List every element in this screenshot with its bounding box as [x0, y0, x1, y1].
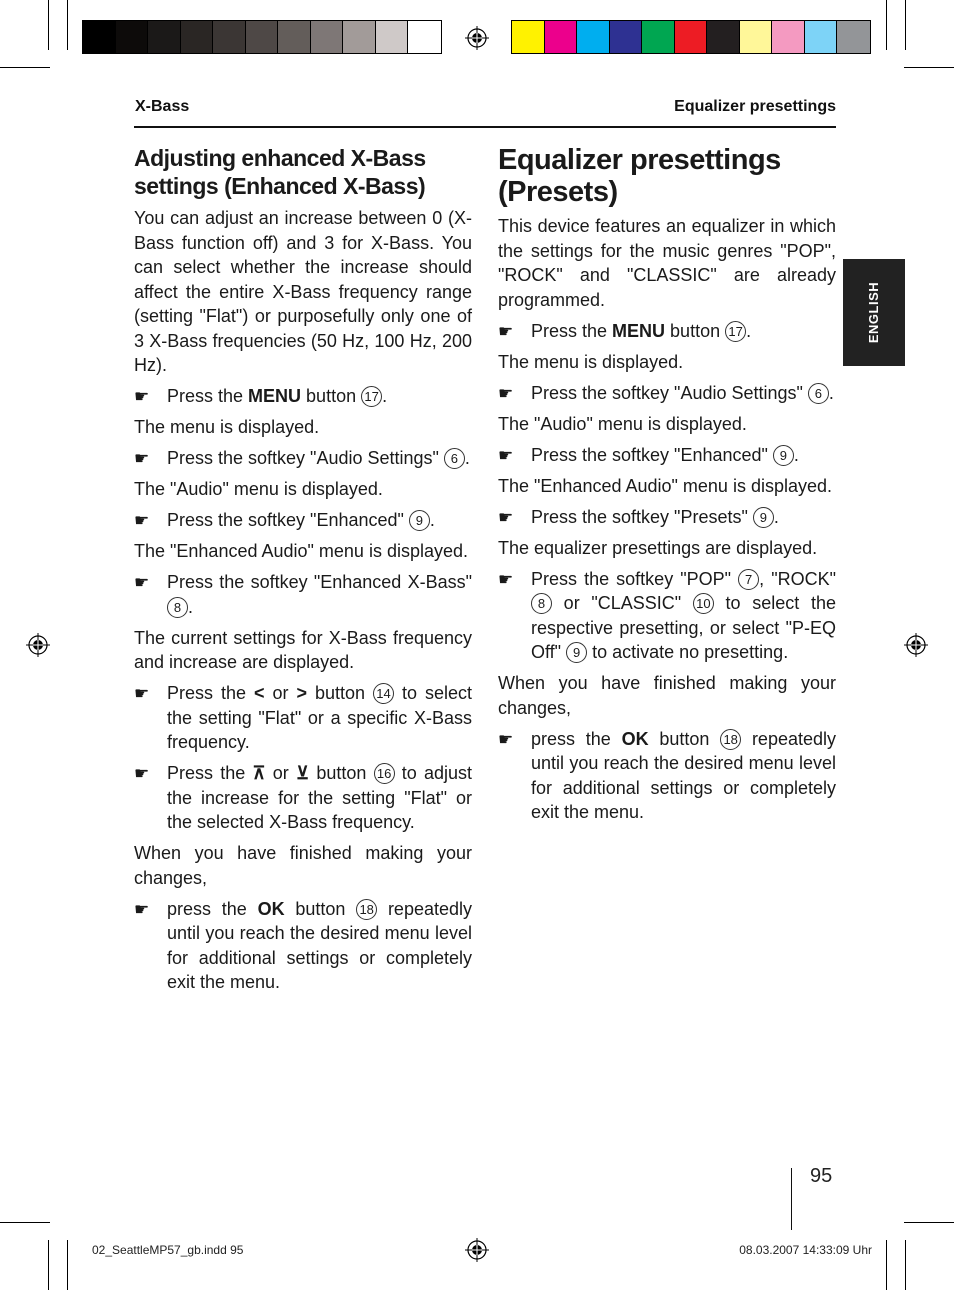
step-item: ☛ Press the ⊼ or ⊻ button 16 to adjust the increase for the setting "Flat" or the selected X-Bass frequency. [134, 763, 472, 832]
result-text: The "Enhanced Audio" menu is displayed. [498, 475, 832, 496]
registration-mark-icon [904, 633, 928, 657]
callout-number: 17 [361, 386, 382, 407]
menu-button-label: MENU [612, 320, 666, 341]
chevron-up-icon: ⊼ [252, 763, 266, 783]
result-text: The menu is displayed. [498, 351, 684, 372]
page-number: 95 [810, 1165, 833, 1187]
left-column [134, 144, 472, 1001]
result-text: The equalizer presettings are displayed. [498, 537, 818, 558]
color-swatch [740, 21, 773, 53]
pointing-hand-icon: ☛ [498, 729, 514, 749]
step-item: ☛ Press the softkey "Presets" 9 . [498, 505, 836, 530]
color-swatch [837, 21, 870, 53]
callout-number: 10 [693, 593, 714, 614]
ok-button-label: OK [257, 898, 285, 919]
chevron-left-icon: < [254, 683, 265, 703]
crop-mark [48, 1240, 49, 1290]
step-item: ☛ Press the softkey "Enhanced" 9 . [134, 508, 472, 533]
result-text: When you have finished making your changes, [134, 843, 472, 888]
section-title: Equalizer presettings (Presets) [498, 144, 781, 208]
callout-number: 9 [566, 642, 587, 663]
language-tab-label: ENGLISH [866, 281, 882, 344]
pointing-hand-icon: ☛ [134, 449, 150, 468]
page-number-rule [791, 1168, 792, 1230]
section-title: Adjusting enhanced X-Bass settings (Enhanced X-Bass) [134, 145, 426, 199]
result-text: The "Enhanced Audio" menu is displayed. [134, 541, 468, 561]
step-item: ☛ press the OK button 18 repeatedly until you reach the desired menu level for additional settings or completely exit the menu. [498, 728, 837, 822]
running-header-right: Equalizer presettings [674, 98, 836, 115]
pointing-hand-icon: ☛ [134, 899, 150, 919]
pointing-hand-icon: ☛ [498, 507, 514, 527]
color-bar [511, 20, 871, 54]
header-rule [134, 126, 836, 128]
intro-paragraph: You can adjust an increase between 0 (X-Bass function off) and 3 for X-Bass. You can select whether the increase should affect the entire X-Bass frequency range (setting "Flat") or purposefully only one of 3 X-Bass frequencies (50 Hz, 100 Hz, 200 Hz). [134, 208, 472, 375]
step-item: ☛ Press the MENU button 17 . [498, 319, 836, 344]
callout-number: 9 [773, 445, 794, 466]
pointing-hand-icon: ☛ [134, 387, 150, 406]
color-swatch [805, 21, 838, 53]
step-item: ☛ Press the < or > button 14 to select the setting "Flat" or a specific X-Bass frequency. [134, 683, 472, 752]
slug-filename: 02_SeattleMP57_gb.indd 95 [92, 1243, 244, 1257]
color-swatch [408, 21, 441, 53]
color-swatch [642, 21, 675, 53]
crop-mark [904, 67, 954, 68]
chevron-right-icon: > [296, 683, 307, 703]
color-swatch [83, 21, 116, 53]
crop-mark [67, 0, 68, 50]
ok-button-label: OK [621, 728, 649, 749]
color-swatch [610, 21, 643, 53]
callout-number: 8 [531, 593, 552, 614]
pointing-hand-icon: ☛ [498, 321, 514, 341]
step-item: ☛ Press the softkey "Enhanced" 9 . [498, 443, 836, 468]
step-item: ☛ Press the softkey "Enhanced X-Bass" 8 . [134, 572, 472, 617]
callout-number: 18 [356, 899, 377, 920]
color-swatch [246, 21, 279, 53]
color-swatch [512, 21, 545, 53]
pointing-hand-icon: ☛ [134, 573, 150, 592]
crop-mark [67, 1240, 68, 1290]
color-swatch [148, 21, 181, 53]
crop-mark [905, 0, 906, 50]
color-swatch [772, 21, 805, 53]
crop-mark [886, 1240, 887, 1290]
color-swatch [577, 21, 610, 53]
chevron-down-icon: ⊻ [295, 763, 310, 783]
color-swatch [675, 21, 708, 53]
slug-datetime: 08.03.2007 14:33:09 Uhr [739, 1243, 872, 1257]
color-swatch [116, 21, 149, 53]
step-item: ☛ press the OK button 18 repeatedly until you reach the desired menu level for additional settings or completely exit the menu. [134, 898, 473, 992]
crop-mark [905, 1240, 906, 1290]
crop-mark [0, 67, 50, 68]
crop-mark [904, 1222, 954, 1223]
step-item: ☛ Press the softkey "Audio Settings" 6 . [498, 381, 836, 406]
color-swatch [278, 21, 311, 53]
callout-number: 9 [753, 507, 774, 528]
color-swatch [707, 21, 740, 53]
step-item: ☛ Press the softkey "Audio Settings" 6 . [134, 446, 472, 471]
registration-mark-icon [26, 633, 50, 657]
registration-mark-icon [465, 26, 489, 50]
color-swatch [311, 21, 344, 53]
step-item: ☛ Press the softkey "POP" 7 , "ROCK" 8 or "CLASSIC" 10 to select the respective presetting, or select "P-EQ Off" 9 to activate no presetting. [498, 568, 836, 662]
crop-mark [0, 1222, 50, 1223]
result-text: The "Audio" menu is displayed. [498, 413, 747, 434]
callout-number: 7 [738, 569, 759, 590]
crop-mark [48, 0, 49, 50]
crop-mark [886, 0, 887, 50]
intro-paragraph: This device features an equalizer in which the settings for the music genres "POP", "ROCK" and "CLASSIC" are already programmed. [498, 216, 836, 310]
color-swatch [343, 21, 376, 53]
callout-number: 9 [409, 510, 430, 531]
pointing-hand-icon: ☛ [498, 569, 514, 589]
right-column [498, 144, 836, 831]
color-swatch [545, 21, 578, 53]
color-swatch [213, 21, 246, 53]
result-text: The "Audio" menu is displayed. [134, 479, 383, 499]
running-header-left: X-Bass [135, 98, 190, 115]
menu-button-label: MENU [248, 386, 302, 406]
callout-number: 6 [444, 448, 465, 469]
grayscale-bar [82, 20, 442, 54]
pointing-hand-icon: ☛ [498, 383, 514, 403]
pointing-hand-icon: ☛ [134, 764, 150, 783]
step-item: ☛ Press the MENU button 17 . [134, 384, 472, 409]
callout-number: 6 [808, 383, 829, 404]
result-text: The menu is displayed. [134, 417, 320, 437]
result-text: The current settings for X-Bass frequency and increase are displayed. [134, 627, 472, 672]
result-text: When you have finished making your changes, [498, 673, 836, 718]
callout-number: 8 [167, 597, 188, 618]
color-swatch [181, 21, 214, 53]
pointing-hand-icon: ☛ [134, 511, 150, 530]
pointing-hand-icon: ☛ [134, 684, 150, 703]
callout-number: 14 [373, 683, 394, 704]
callout-number: 17 [725, 321, 746, 342]
callout-number: 18 [720, 729, 741, 750]
color-swatch [376, 21, 409, 53]
registration-mark-icon [465, 1238, 489, 1262]
callout-number: 16 [374, 763, 395, 784]
pointing-hand-icon: ☛ [498, 445, 514, 465]
